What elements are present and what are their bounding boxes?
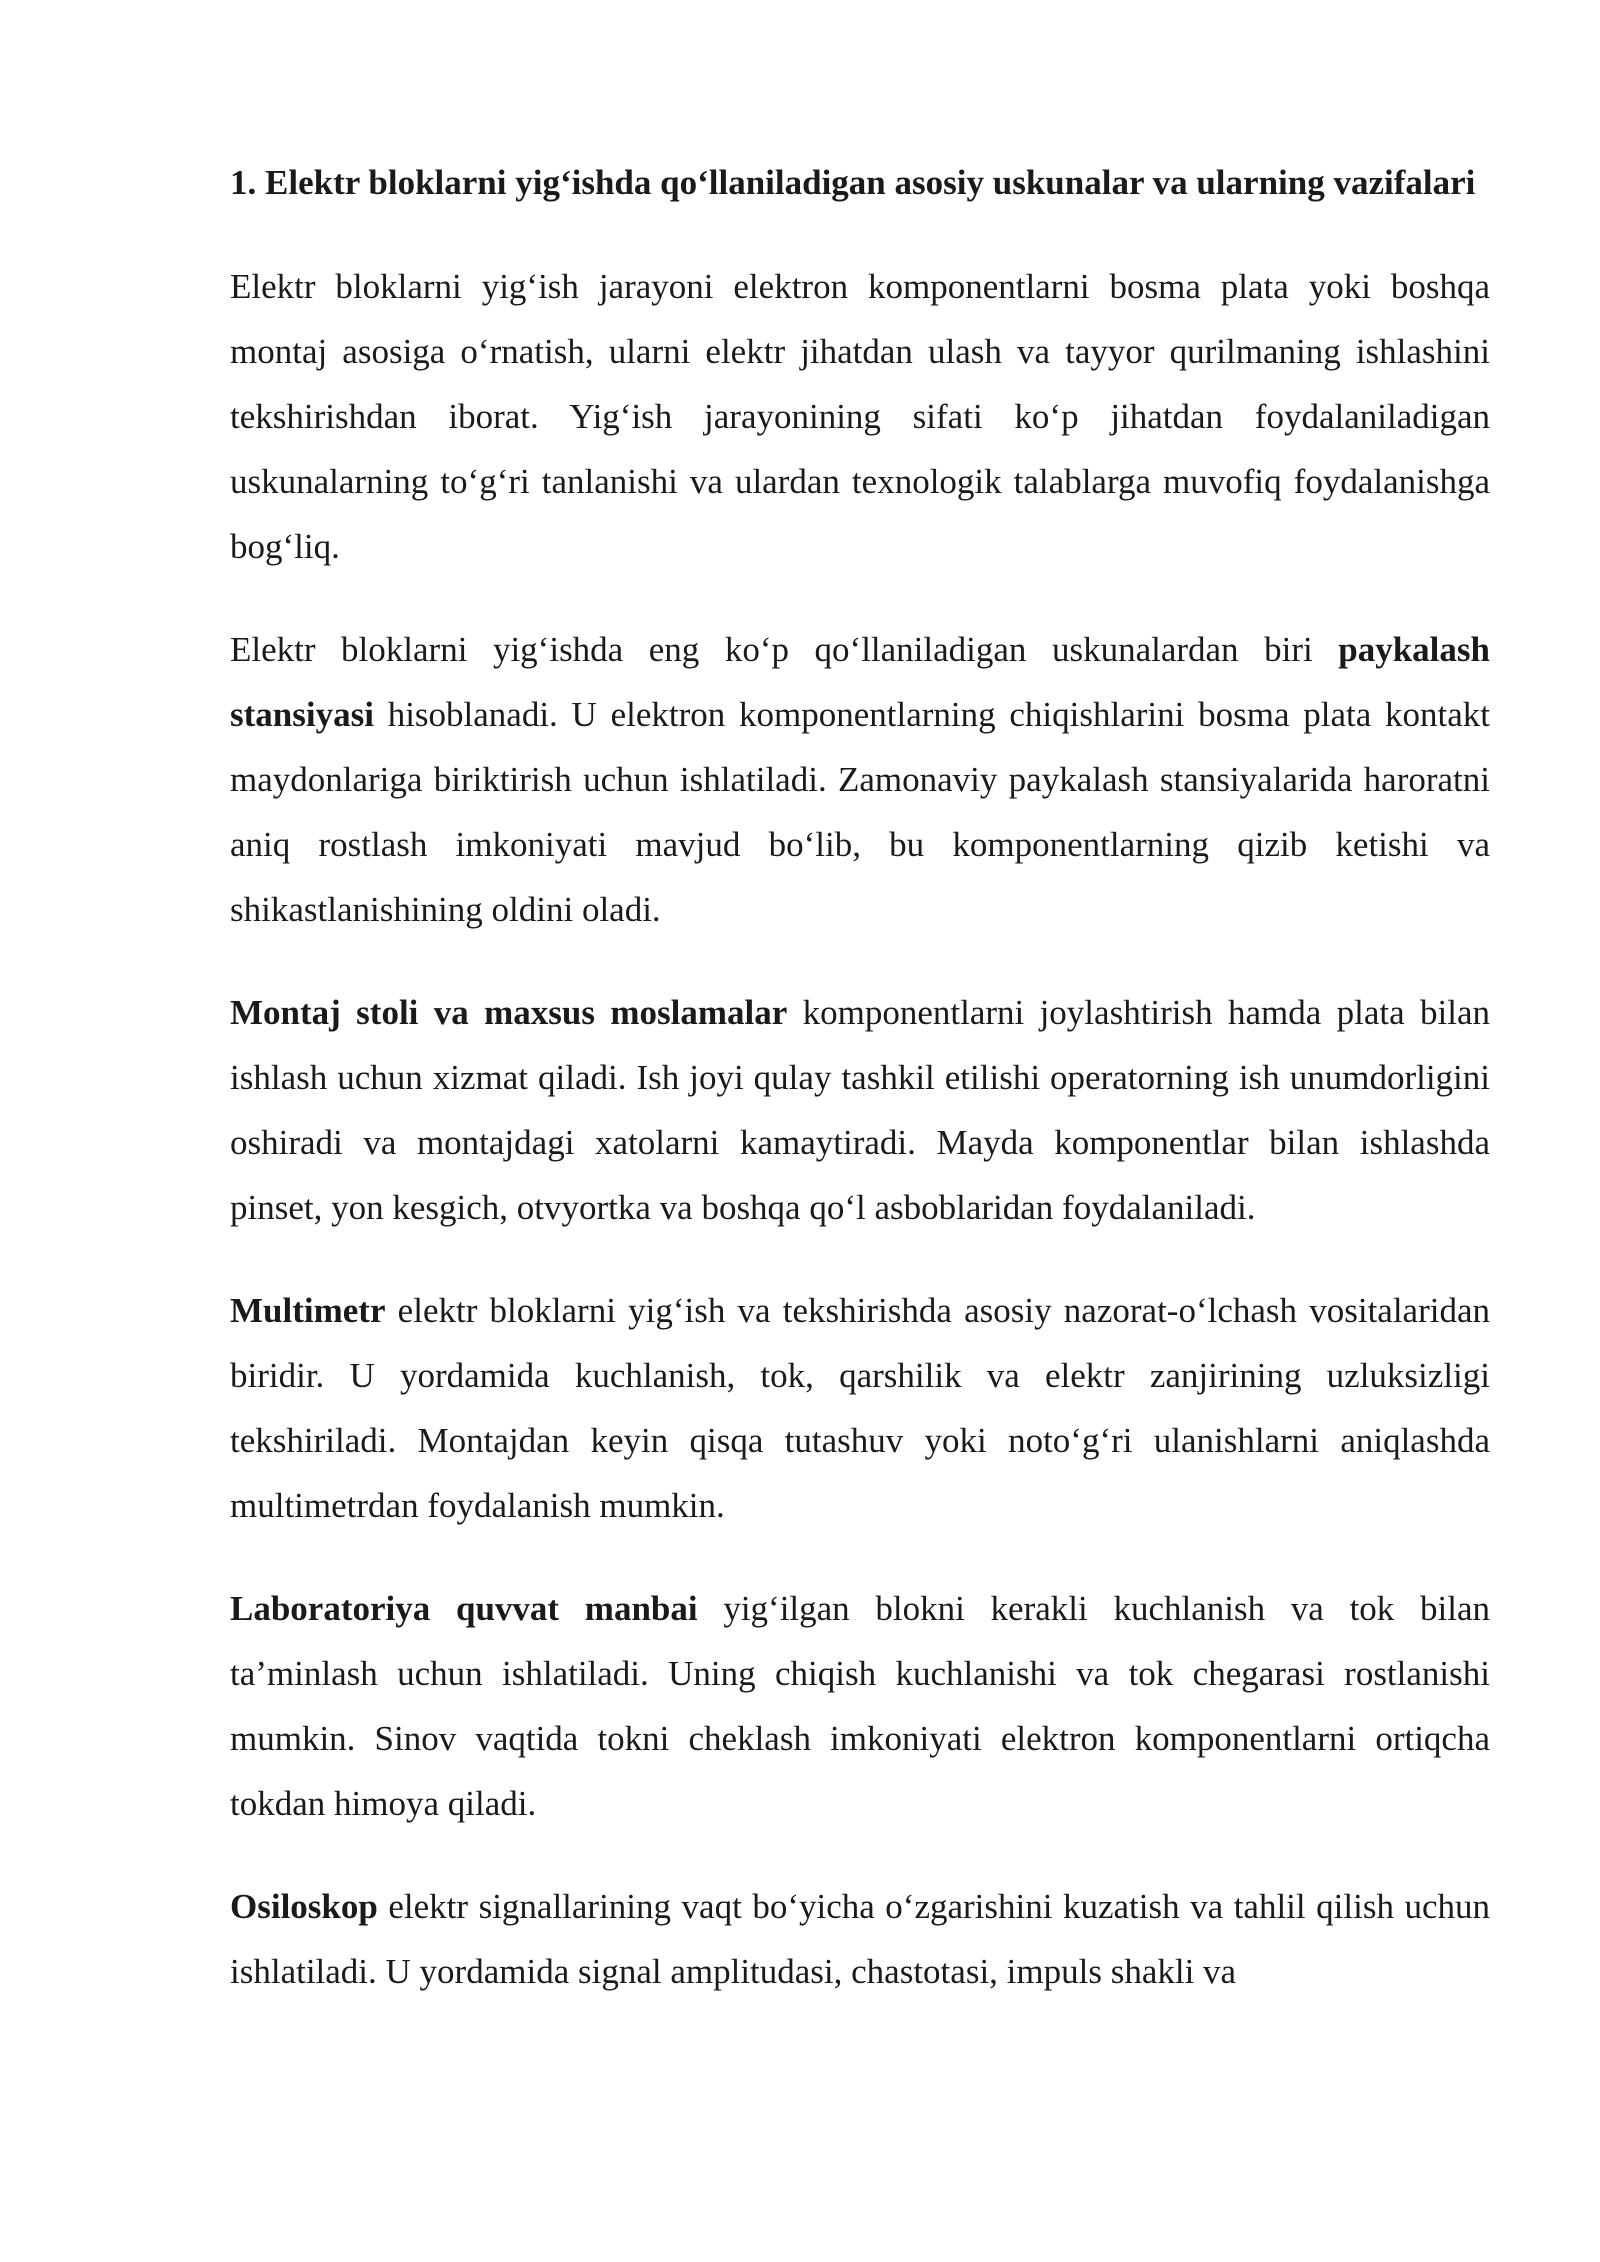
term-multimeter: Multimetr [230,1291,386,1330]
document-page [230,150,1490,2042]
term-soldering-station: paykalash stansiyasi [230,630,1490,734]
section-heading: 1. Elektr bloklarni yig‘ishda qo‘llaniladigan asosiy uskunalar va ularning vazifalari [230,163,1476,202]
paragraph-text-post: komponentlarni joylashtirish hamda plata bilan ishlash uchun xizmat qiladi. Ish joyi qulay tashkil etilishi operatorning ish unumdorligini oshiradi va montajdagi xatolarni kamaytiradi. Mayda komponentlar bilan ishlashda pinset, yon kesgich, otvyortka va boshqa qo‘l asboblaridan foydalaniladi. [230,993,1491,1227]
paragraph-intro [230,254,1490,579]
paragraph-assembly-table [230,980,1490,1240]
paragraph-text: Elektr bloklarni yig‘ish jarayoni elektron komponentlarni bosma plata yoki boshqa montaj asosiga o‘rnatish, ularni elektr jihatdan ulash va tayyor qurilmaning ishlashini tekshirishdan iborat. Yig‘ish jarayonining sifati ko‘p jihatdan foydalaniladigan uskunalarning to‘g‘ri tanlanishi va ulardan texnologik talablarga muvofiq foydalanishga bog‘liq. [230,267,1490,566]
term-assembly-table: Montaj stoli va maxsus moslamalar [230,993,788,1032]
paragraph-text-post: elektr signallarining vaqt bo‘yicha o‘zgarishini kuzatish va tahlil qilish uchun ishlatiladi. U yordamida signal amplitudasi, chastotasi, impuls shakli va [230,1887,1490,1991]
paragraph-power-supply [230,1576,1490,1836]
paragraph-multimeter [230,1278,1490,1538]
term-power-supply: Laboratoriya quvvat manbai [230,1589,698,1628]
paragraph-oscilloscope [230,1874,1490,2004]
paragraph-text-post: elektr bloklarni yig‘ish va tekshirishda asosiy nazorat-o‘lchash vositalaridan biridir. U yordamida kuchlanish, tok, qarshilik va elektr zanjirining uzluksizligi tekshiriladi. Montajdan keyin qisqa tutashuv yoki noto‘g‘ri ulanishlarni aniqlashda multimetrdan foydalanish mumkin. [230,1291,1490,1525]
paragraph-text-pre: Elektr bloklarni yig‘ishda eng ko‘p qo‘llaniladigan uskunalardan biri [230,630,1339,669]
term-oscilloscope: Osiloskop [230,1887,378,1926]
paragraph-soldering-station [230,617,1490,942]
paragraph-text-post: yig‘ilgan blokni kerakli kuchlanish va tok bilan ta’minlash uchun ishlatiladi. Uning chiqish kuchlanishi va tok chegarasi rostlanishi mumkin. Sinov vaqtida tokni cheklash imkoniyati elektron komponentlarni ortiqcha tokdan himoya qiladi. [230,1589,1490,1823]
paragraph-text-post: hisoblanadi. U elektron komponentlarning chiqishlarini bosma plata kontakt maydonlariga biriktirish uchun ishlatiladi. Zamonaviy paykalash stansiyalarida haroratni aniq rostlash imkoniyati mavjud bo‘lib, bu komponentlarning qizib ketishi va shikastlanishining oldini oladi. [230,695,1490,929]
